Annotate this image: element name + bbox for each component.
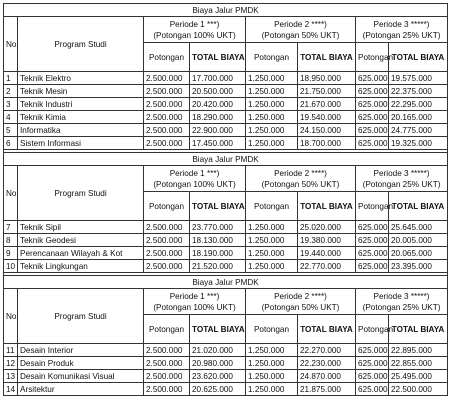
row-total-1: 23.770.000: [190, 221, 246, 234]
header-period-1: [144, 17, 246, 43]
row-total-1: 18.190.000: [190, 247, 246, 260]
period-name: Periode 1 ***): [169, 291, 220, 301]
row-potongan-1: 2.500.000: [144, 344, 190, 357]
row-potongan-1: 2.500.000: [144, 260, 190, 273]
row-total-1: 21.520.000: [190, 260, 246, 273]
header-no: No.: [4, 17, 18, 72]
row-potongan-1: 2.500.000: [144, 357, 190, 370]
row-potongan-2: 1.250.000: [246, 137, 298, 150]
table-row: [4, 357, 448, 370]
row-program: Desain Produk: [18, 357, 144, 370]
header-program: Program Studi: [18, 17, 144, 72]
row-total-2: 22.770.000: [298, 260, 356, 273]
row-potongan-2: 1.250.000: [246, 370, 298, 383]
row-potongan-1: 2.500.000: [144, 234, 190, 247]
header-program: Program Studi: [18, 289, 144, 344]
table-row: [4, 370, 448, 383]
header-row: [4, 166, 448, 192]
row-potongan-1: 2.500.000: [144, 247, 190, 260]
period-name: Periode 2 ****): [274, 291, 327, 301]
row-potongan-1: 2.500.000: [144, 85, 190, 98]
row-no: 7: [4, 221, 18, 234]
section-title: Biaya Jalur PMDK: [4, 276, 448, 289]
row-potongan-3: 625.000: [356, 344, 389, 357]
row-potongan-3: 625.000: [356, 72, 389, 85]
row-total-3: 25.645.000: [389, 221, 448, 234]
row-no: 3: [4, 98, 18, 111]
row-no: 6: [4, 137, 18, 150]
header-row: [4, 17, 448, 43]
row-potongan-1: 2.500.000: [144, 383, 190, 396]
header-potongan: Potongan: [246, 315, 298, 344]
table-row: [4, 85, 448, 98]
row-total-2: 21.750.000: [298, 85, 356, 98]
row-no: 12: [4, 357, 18, 370]
period-note: (Potongan 50% UKT): [261, 302, 340, 312]
row-program: Teknik Kimia: [18, 111, 144, 124]
period-name: Periode 2 ****): [274, 19, 327, 29]
header-period-1: [144, 289, 246, 315]
row-potongan-3: 625.000: [356, 111, 389, 124]
row-potongan-3: 625.000: [356, 357, 389, 370]
row-potongan-3: 625.000: [356, 124, 389, 137]
row-program: Teknik Geodesi: [18, 234, 144, 247]
row-potongan-2: 1.250.000: [246, 260, 298, 273]
row-program: Teknik Elektro: [18, 72, 144, 85]
row-total-2: 24.150.000: [298, 124, 356, 137]
row-total-3: 22.855.000: [389, 357, 448, 370]
row-total-2: 19.440.000: [298, 247, 356, 260]
row-total-1: 17.700.000: [190, 72, 246, 85]
header-potongan: Potongan: [356, 315, 389, 344]
row-total-1: 20.500.000: [190, 85, 246, 98]
header-potongan: Potongan: [144, 192, 190, 221]
row-no: 14: [4, 383, 18, 396]
row-total-2: 22.230.000: [298, 357, 356, 370]
header-total: TOTAL BIAYA: [190, 192, 246, 221]
row-total-1: 18.290.000: [190, 111, 246, 124]
row-potongan-2: 1.250.000: [246, 383, 298, 396]
header-period-2: [246, 166, 356, 192]
row-program: Arsitektur: [18, 383, 144, 396]
header-potongan: Potongan: [246, 192, 298, 221]
row-potongan-1: 2.500.000: [144, 111, 190, 124]
period-note: (Potongan 100% UKT): [153, 179, 236, 189]
row-program: Desain Interior: [18, 344, 144, 357]
row-total-1: 18.130.000: [190, 234, 246, 247]
header-period-3: [356, 166, 448, 192]
row-total-3: 25.495.000: [389, 370, 448, 383]
row-total-1: 20.980.000: [190, 357, 246, 370]
row-total-1: 20.625.000: [190, 383, 246, 396]
section-title: Biaya Jalur PMDK: [4, 153, 448, 166]
table-row: [4, 344, 448, 357]
header-no: No.: [4, 166, 18, 221]
row-no: 13: [4, 370, 18, 383]
row-total-3: 20.165.000: [389, 111, 448, 124]
fee-document: [3, 3, 447, 396]
row-total-2: 25.020.000: [298, 221, 356, 234]
row-potongan-1: 2.500.000: [144, 137, 190, 150]
row-no: 5: [4, 124, 18, 137]
row-potongan-2: 1.250.000: [246, 85, 298, 98]
header-total: TOTAL BIAYA: [298, 315, 356, 344]
period-note: (Potongan 100% UKT): [153, 30, 236, 40]
row-no: 2: [4, 85, 18, 98]
header-total: TOTAL BIAYA: [389, 192, 448, 221]
row-total-1: 21.020.000: [190, 344, 246, 357]
header-total: TOTAL BIAYA: [190, 315, 246, 344]
row-total-2: 21.670.000: [298, 98, 356, 111]
period-note: (Potongan 25% UKT): [362, 179, 441, 189]
row-total-2: 22.270.000: [298, 344, 356, 357]
table-row: [4, 260, 448, 273]
section-title-row: [4, 4, 448, 17]
row-total-1: 22.900.000: [190, 124, 246, 137]
header-period-2: [246, 17, 356, 43]
period-note: (Potongan 50% UKT): [261, 30, 340, 40]
row-program: Teknik Industri: [18, 98, 144, 111]
period-name: Periode 3 *****): [373, 19, 430, 29]
row-potongan-3: 625.000: [356, 260, 389, 273]
row-potongan-3: 625.000: [356, 221, 389, 234]
row-total-3: 20.065.000: [389, 247, 448, 260]
period-note: (Potongan 25% UKT): [362, 30, 441, 40]
period-name: Periode 3 *****): [373, 291, 430, 301]
period-name: Periode 1 ***): [169, 19, 220, 29]
period-note: (Potongan 50% UKT): [261, 179, 340, 189]
table-row: [4, 247, 448, 260]
table-row: [4, 72, 448, 85]
row-no: 9: [4, 247, 18, 260]
row-program: Perencanaan Wilayah & Kot: [18, 247, 144, 260]
row-potongan-2: 1.250.000: [246, 111, 298, 124]
header-period-2: [246, 289, 356, 315]
table-row: [4, 98, 448, 111]
header-period-3: [356, 289, 448, 315]
row-total-3: 22.500.000: [389, 383, 448, 396]
table-row: [4, 124, 448, 137]
row-total-2: 18.950.000: [298, 72, 356, 85]
row-potongan-1: 2.500.000: [144, 72, 190, 85]
table-row: [4, 234, 448, 247]
row-potongan-3: 625.000: [356, 98, 389, 111]
period-name: Periode 1 ***): [169, 168, 220, 178]
section-title-row: [4, 153, 448, 166]
row-program: Informatika: [18, 124, 144, 137]
row-potongan-3: 625.000: [356, 247, 389, 260]
row-potongan-2: 1.250.000: [246, 98, 298, 111]
row-no: 11: [4, 344, 18, 357]
row-no: 4: [4, 111, 18, 124]
header-program: Program Studi: [18, 166, 144, 221]
row-no: 10: [4, 260, 18, 273]
row-total-3: 24.775.000: [389, 124, 448, 137]
row-total-3: 22.295.000: [389, 98, 448, 111]
row-potongan-1: 2.500.000: [144, 124, 190, 137]
table-row: [4, 111, 448, 124]
row-potongan-2: 1.250.000: [246, 247, 298, 260]
row-program: Teknik Lingkungan: [18, 260, 144, 273]
row-potongan-3: 625.000: [356, 370, 389, 383]
header-total: TOTAL BIAYA: [190, 43, 246, 72]
fee-table: [3, 3, 448, 396]
header-no: No.: [4, 289, 18, 344]
row-total-3: 19.575.000: [389, 72, 448, 85]
header-potongan: Potongan: [356, 43, 389, 72]
header-row: [4, 289, 448, 315]
row-total-2: 21.875.000: [298, 383, 356, 396]
row-potongan-3: 625.000: [356, 137, 389, 150]
row-program: Sistem Informasi: [18, 137, 144, 150]
row-potongan-3: 625.000: [356, 383, 389, 396]
header-total: TOTAL BIAYA: [298, 43, 356, 72]
row-total-1: 20.420.000: [190, 98, 246, 111]
row-total-1: 17.450.000: [190, 137, 246, 150]
row-potongan-2: 1.250.000: [246, 234, 298, 247]
row-potongan-2: 1.250.000: [246, 124, 298, 137]
row-total-3: 22.895.000: [389, 344, 448, 357]
row-potongan-3: 625.000: [356, 234, 389, 247]
row-total-2: 24.870.000: [298, 370, 356, 383]
row-total-1: 23.620.000: [190, 370, 246, 383]
row-potongan-1: 2.500.000: [144, 370, 190, 383]
row-program: Teknik Mesin: [18, 85, 144, 98]
row-total-2: 19.380.000: [298, 234, 356, 247]
row-total-3: 20.005.000: [389, 234, 448, 247]
table-row: [4, 221, 448, 234]
table-row: [4, 383, 448, 396]
row-total-3: 19.325.000: [389, 137, 448, 150]
row-program: Teknik Sipil: [18, 221, 144, 234]
row-potongan-1: 2.500.000: [144, 221, 190, 234]
section-title-row: [4, 276, 448, 289]
section-title: Biaya Jalur PMDK: [4, 4, 448, 17]
row-total-3: 22.375.000: [389, 85, 448, 98]
row-total-3: 23.395.000: [389, 260, 448, 273]
header-period-1: [144, 166, 246, 192]
header-total: TOTAL BIAYA: [389, 315, 448, 344]
period-name: Periode 3 *****): [373, 168, 430, 178]
row-potongan-2: 1.250.000: [246, 344, 298, 357]
row-total-2: 19.540.000: [298, 111, 356, 124]
row-no: 8: [4, 234, 18, 247]
row-program: Desain Komunikasi Visual: [18, 370, 144, 383]
period-note: (Potongan 100% UKT): [153, 302, 236, 312]
header-period-3: [356, 17, 448, 43]
row-potongan-2: 1.250.000: [246, 221, 298, 234]
table-row: [4, 137, 448, 150]
header-potongan: Potongan: [246, 43, 298, 72]
header-total: TOTAL BIAYA: [389, 43, 448, 72]
period-note: (Potongan 25% UKT): [362, 302, 441, 312]
row-potongan-2: 1.250.000: [246, 357, 298, 370]
row-potongan-3: 625.000: [356, 85, 389, 98]
row-total-2: 18.700.000: [298, 137, 356, 150]
header-total: TOTAL BIAYA: [298, 192, 356, 221]
row-potongan-2: 1.250.000: [246, 72, 298, 85]
row-potongan-1: 2.500.000: [144, 98, 190, 111]
header-potongan: Potongan: [356, 192, 389, 221]
row-no: 1: [4, 72, 18, 85]
period-name: Periode 2 ****): [274, 168, 327, 178]
header-potongan: Potongan: [144, 315, 190, 344]
header-potongan: Potongan: [144, 43, 190, 72]
